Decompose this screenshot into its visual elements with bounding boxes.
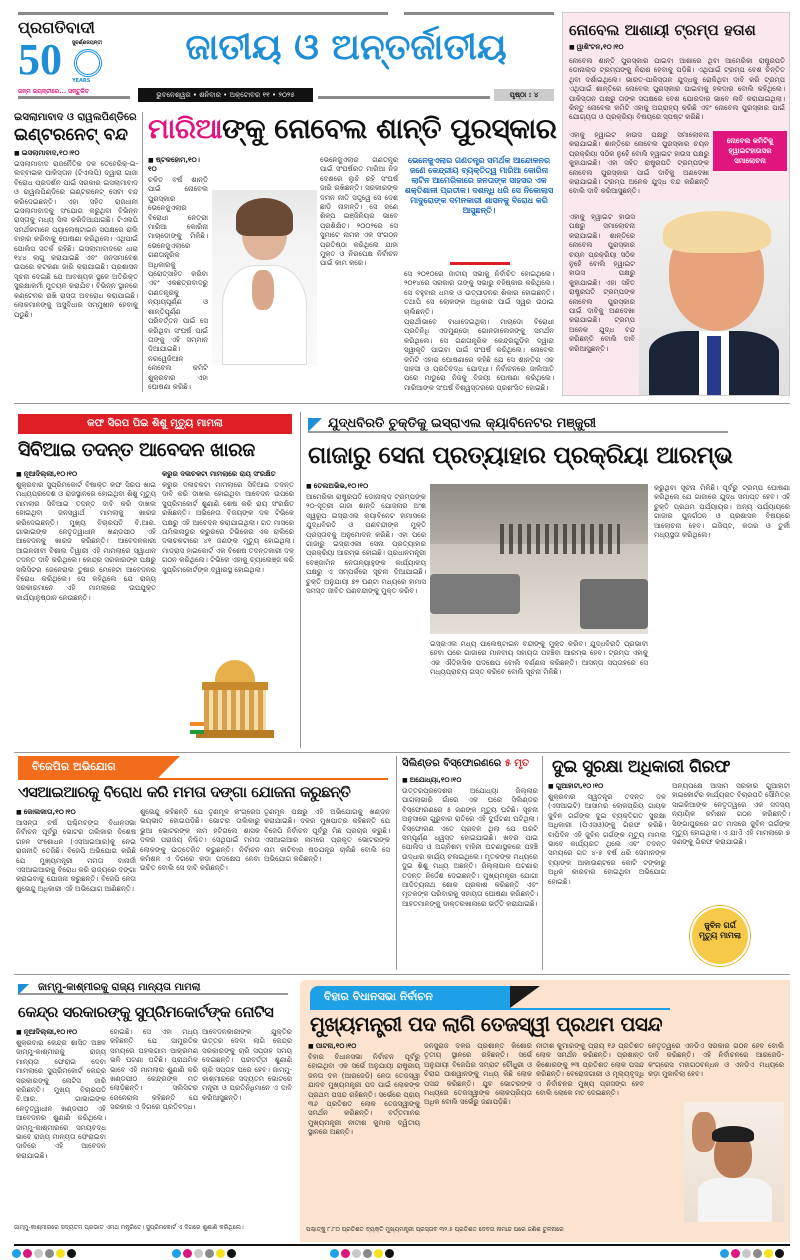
kicker-underline — [18, 778, 388, 780]
jk-body-3: ଆବେଦନକାରୀଙ୍କ ଯୁକ୍ତିର ଉତ୍ତର ଦେବା ଲାଗି କେନ୍ଦ୍ର ସରକାରଙ୍କୁ ଚାରି ସପ୍ତାହ ସମୟ ଦେଇଛନ୍ତି। ପରବର୍ତ୍ତୀ ଶୁଣାଣି ଚାରି ସପ୍ତାହ ପରେ ହେବ। ଜାମ୍ମୁ-କାଶ୍ମୀରରେ ସଦ୍ୟତମ ଭୋଟରେ ମନ୍ତ୍ରୀ ଓ ପ୍ରତିନିଧିମାନେ ଏ ଦାବି କରିଆସୁଛନ୍ତି। — [202, 1028, 292, 1102]
trump-photo — [639, 201, 789, 395]
sbi-body-1: ଆସନ୍ତା ବର୍ଷ ପଶ୍ଚିମବଙ୍ଗ ବିଧାନସଭା ନିର୍ବାଚନ ପୂର୍ବରୁ ଭୋଟର ତାଲିକାର ବିଶେଷ ଗହନ ସଂଶୋଧନ (ଏସଆଇଆର)କୁ ନେଇ ରାଜନୀତି ତେଜିଛି। ବିଜେପି ଅଭିଯୋଗ କରିଛି ଯେ ମୁଖ୍ୟମନ୍ତ୍ରୀ ମମତା ବାନାର୍ଜୀ ଏସଆଇଆରକୁ ବିରୋଧ କରି ରାଜ୍ୟରେ ଦଙ୍ଗା କରାଇବାକୁ ଯୋଜନା କରୁଛନ୍ତି। ବିଜେପି ନେତା ଶୁଭେନ୍ଦୁ ଅଧିକାରୀ ଏହି ଅଭିଯୋଗ ଆଣିଛନ୍ତି। — [16, 819, 136, 893]
gaza-col-1 — [306, 482, 426, 596]
supreme-court-illustration — [190, 660, 280, 744]
bihar-dateline: ■ ପାଟନା,୧୦।୧୦ — [308, 1042, 420, 1051]
paper-logo — [18, 18, 130, 96]
blast-dateline: ■ ଅଯୋଧ୍ୟା,୧୦।୧୦ — [402, 776, 538, 785]
cbi-col-2 — [162, 470, 294, 575]
registration-mark — [720, 1249, 784, 1258]
sbi-col-1 — [16, 808, 136, 894]
registration-dot — [720, 1249, 729, 1258]
jk-kicker — [18, 982, 288, 995]
trump-headline: ନୋବେଲ ଆଶାୟୀ ଟ୍ରମ୍ପ ହତାଶ — [569, 21, 756, 39]
bihar-body-1: ବିହାର ବିଧାନସଭା ନିର୍ବାଚନ ପୂର୍ବରୁ ହୋଇଥିବା ଏକ ସର୍ଭେ ଅନୁଯାୟୀ ରାଷ୍ଟ୍ରୀୟ ଜନତା ଦଳ (ଆରଜେଡି) ନେତା ତେଜସ୍ୱୀ ଯାଦବ ମୁଖ୍ୟମନ୍ତ୍ରୀ ପଦ ପାଇଁ ଲୋକଙ୍କ ପ୍ରଥମ ପସନ୍ଦ ରହିଛନ୍ତି। ସର୍ଭେରେ ପ୍ରାୟ ୩୬ ପ୍ରତିଶତ ଲୋକ ତେଜସ୍ୱୀଙ୍କୁ ସମର୍ଥନ କରିଛନ୍ତି। ବର୍ତ୍ତମାନର ମୁଖ୍ୟମନ୍ତ୍ରୀ ନୀତୀଶ କୁମାର ଦ୍ୱିତୀୟ ସ୍ଥାନରେ ଅଛନ୍ତି। — [308, 1053, 420, 1137]
jk-kicker-text: ଜାମ୍ମୁ-କାଶ୍ମୀରକୁ ରାଜ୍ୟ ମାନ୍ୟତା ମାମଲା — [38, 982, 201, 993]
sbi-dateline: ■ କୋଲକାତା,୧୦।୧୦ — [16, 808, 136, 817]
gaza-body-2: ଇସ୍ରାଏଲ ମଧ୍ୟ ପାଲେଷ୍ଟାଇନ ବନ୍ଦୀଙ୍କୁ ମୁକ୍ତ କରିବ। ଯୁଦ୍ଧବିରତି ପ୍ରଭାବୀ ହେବା ପରେ ଗାଜାରେ ମାନବୀୟ ସହାୟତା ପହଞ୍ଚିବା ଆରମ୍ଭ ହେବ। ଟ୍ରମ୍ପ ଏହାକୁ ଏକ ଐତିହାସିକ ପଦକ୍ଷେପ ବୋଲି ବର୍ଣ୍ଣନା କରିଛନ୍ତି। ଆସନ୍ତା ସପ୍ତାହରେ ସେ ମଧ୍ୟପ୍ରାଚ୍ୟ ଗସ୍ତ କରିବେ ବୋଲି ସୂଚନା ମିଳିଛି। — [430, 640, 648, 677]
registration-dot — [12, 1249, 21, 1258]
internet-dateline: ■ ଇସଲାମାବାଦ,୧୦।୧୦ — [14, 149, 138, 158]
nobel-col-3 — [404, 270, 554, 317]
masthead-rule-right — [404, 12, 554, 15]
trump-body-bottom: ଏହାକୁ ହ୍ୱାଇଟ ହାଉସ ପକ୍ଷରୁ ସମାଲୋଚନା କରାଯାଇଛି। ଶାନ୍ତିରେ ନୋବେଲ ପୁରସ୍କାର ଚୟନ ପ୍ରକ୍ରିୟା ସଠିକ ନୁହେଁ ବୋଲି ହ୍ୱାଇଟ ହାଉସ ପକ୍ଷରୁ କୁହାଯାଇଛି। ଏହା ସହିତ ରାଷ୍ଟ୍ରପତି ଟ୍ରମ୍ପଙ୍କ ନୋବେଲ ପୁରସ୍କାର ପାଇଁ ଦାବିକୁ ଅଣଦେଖା କରାଯାଇଛି। ଟ୍ରମ୍ପ ଅନେକ ଯୁଦ୍ଧ ବନ୍ଦ କରିଛନ୍ତି ବୋଲି ଦାବି କରିଆସୁଛନ୍ତି। — [569, 213, 635, 353]
nobel-body-4: ପ୍ରାର୍ଥୀଭାବେ ବାଧାଦେଇଥିଲା। ମାଚାଡୋ ବିରୋଧୀ ପ୍ରତିନିଧି ଏଡମୁଣ୍ଡୋ ଗୋନଜାଲେଜଙ୍କୁ ସମର୍ଥନ କରିଥିଲେ। ସେ ଗଣତାନ୍ତ୍ରିକ କେନ୍ଦ୍ରଗୁଡ଼ିକ ଦ୍ୱାରା ସ୍ୱୀକୃତି ପାଇବା ପାଇଁ ସଂଘର୍ଷ କରିଥିଲେ। ନୋବେଲ କମିଟି ଏହାର ଘୋଷଣାରେ କହିଛି ଯେ ସେ ଶାନ୍ତିର ଏକ ସାହସୀ ଓ ପ୍ରତିବଦ୍ଧ ଯୋଦ୍ଧା। ନିର୍ବାଚନରେ ଜାଲିଆତି ପରେ ମାଡୁରୋ ନିଜକୁ ବିଜୟୀ ଘୋଷଣା କରିଥିଲେ। ମାରିଆଙ୍କ ସଂଘର୍ଷ ବିଶ୍ୱସ୍ତରରେ ପ୍ରଶଂସିତ ହୋଇଛି। — [404, 318, 554, 392]
column-divider — [542, 756, 543, 970]
date-rule-left — [18, 96, 130, 99]
gaza-kicker-text: ଯୁଦ୍ଧବିରତି ଚୁକ୍ତିକୁ ଇସ୍ରାଏଲ କ୍ୟାବିନେଟର ମଞ୍ଜୁରୀ — [328, 416, 597, 431]
registration-mark — [330, 1249, 394, 1258]
sbi-body-2: ଶୁଭେନ୍ଦୁ କହିଛନ୍ତି ଯେ ତୃଣମୂଳ କଂଗ୍ରେସ ଭୟଭୀତ ହୋଇପଡ଼ିଛି। ଭୋଟର ତାଲିକାରୁ ଭୁଆ ଭୋଟରଙ୍କ ନାମ ହଟିଗଲେ ଶାସକ ଦଳର ପରାଜୟ ନିଶ୍ଚିତ। ସେଥିପାଇଁ ମମତା ଲୋକଙ୍କୁ ଉତ୍ତେଜିତ କରୁଛନ୍ତି। ନିର୍ବାଚନ କମିଶନ ଏ ଦିଗରେ କଡ଼ା ପଦକ୍ଷେପ ନେବା ଉଚିତ ବୋଲି ସେ ଦାବି କରିଛନ୍ତି। — [140, 808, 260, 873]
anniversary-number: 50 — [18, 35, 62, 84]
trump-body-top: ନୋବେଲ ଶାନ୍ତି ପୁରସ୍କାର ପାଇବା ଆଶାରେ ଥିବା ଆମେରିକା ରାଷ୍ଟ୍ରପତି ଡୋନାଲ୍ଡ ଟ୍ରମ୍ପଙ୍କୁ ନିରାଶ ହେବାକୁ ପଡ଼ିଛି। ଏଥିପାଇଁ ଟ୍ରମ୍ପ ବେଶ ଚିନ୍ତିତ ଥିବା ଦର୍ଶାଇଥିଲେ। ଭାରତ-ପାକିସ୍ତାନ ଯୁଦ୍ଧକୁ ରୋକିଥିବା ଦାବି କରି ଟ୍ରମ୍ପ ଏଥିପାଇଁ ଶାନ୍ତିରେ ନୋବେଲ ପୁରସ୍କାର ପାଇବାକୁ ହକଦାର ବୋଲି କହିଥିଲେ। ପାକିସ୍ତାନ ପକ୍ଷରୁ ତାଙ୍କ ସପକ୍ଷରେ ବେଶ ଯୋରଦାର ଭାବେ ଲବି କରାଯାଇଥିଲା। କିନ୍ତୁ ନୋବେଲ କମିଟି ଏହାକୁ ଅଗ୍ରାହ୍ୟ କରିଛି ଏବଂ ନୋବେଲ ପୁରସ୍କାର ପାଇଁ ଯୋଗ୍ୟତା ଓ ପ୍ରକ୍ରିୟା ବିଷୟରେ ସ୍ପଷ୍ଟ କରିଛି। — [569, 57, 785, 122]
blast-kicker-text: ସିଲିଣ୍ଡର ବିସ୍ଫୋରଣରେ — [402, 758, 505, 769]
date-line: ଭୁବନେଶ୍ୱର • ଶନିବାର • ଅକ୍ଟୋବର ୧୧ • ୨୦୨୫ — [138, 88, 313, 102]
footer-rule — [14, 1244, 790, 1246]
blast-kicker-number: ୫ ମୃତ — [504, 758, 530, 769]
registration-dot — [731, 1249, 740, 1258]
bihar-headline: ମୁଖ୍ୟମନ୍ତ୍ରୀ ପଦ ଲାଗି ତେଜସ୍ୱୀ ପ୍ରଥମ ପସନ୍ଦ — [310, 1012, 663, 1036]
column-divider — [396, 756, 397, 970]
registration-dot — [67, 1249, 76, 1258]
registration-dot — [216, 1249, 225, 1258]
internet-headline: ଇଣ୍ଟରନେଟ୍ ବନ୍ଦ — [14, 125, 129, 145]
registration-dot — [56, 1249, 65, 1258]
security-callout: ଜୁବିନ ଗର୍ଗ ମୃତ୍ୟୁ ମାମଲା — [690, 906, 750, 966]
column-divider — [142, 112, 143, 392]
gaza-body-3: କରୁଥିବା ସୂଚନା ମିଳିଛି। ପୂର୍ବରୁ ଟ୍ରମ୍ପ ଘୋଷଣା କରିଥିଲେ ଯେ ଗାଜାରେ ଯୁଦ୍ଧ ସମାପ୍ତ ହେବ। ଏହି ଚୁକ୍ତି ପ୍ରଥମ ପର୍ଯ୍ୟାୟର। ଅନ୍ୟ ପର୍ଯ୍ୟାୟରେ ଗାଜାର ପୁନର୍ଗଠନ ଓ ପ୍ରଶାସନ ବିଷୟରେ ଆଲୋଚନା ହେବ। ଇଜିପ୍ଟ, କତାର ଓ ତୁର୍କୀ ମଧ୍ୟସ୍ଥତା କରିଥିଲେ। — [654, 484, 790, 540]
cbi-kicker: କଫ ସିରପ ପିଇ ଶିଶୁ ମୃତ୍ୟୁ ମାମଲା — [18, 414, 292, 434]
bihar-col-3 — [536, 1042, 644, 1098]
nobel-col-2 — [320, 156, 398, 269]
jk-body-2: ହୋଇଛି। ସେ ଏହା ମଧ୍ୟ କହିଛନ୍ତି ଯେ ସାମ୍ପ୍ରତିକ ସମୟରେ ପହଲଗାମ ଆକ୍ରମଣ ଭଳି ଘଟଣା ଘଟିଛି। ପ୍ରାଥମିକ ଭାବେ ଏହି ମାମଲାର ଶୁଣାଣି କରି ଖଣ୍ଡପୀଠ କେନ୍ଦ୍ରଙ୍କ ମତ ଲୋଡ଼ିଛନ୍ତି। ସଲିସିଟର ଜେନେରାଲ କହିଛନ୍ତି ଯେ ସରକାର ଏ ଦିଗରେ ପ୍ରତିବଦ୍ଧ। — [110, 1028, 198, 1112]
nobel-col-1 — [148, 156, 208, 392]
bihar-body-3: ନୀତୀଶ କୁମାରଙ୍କୁ ପ୍ରାୟ ୧୬ ପ୍ରତିଶତ ଲୋକ ସମର୍ଥନ କରିଛନ୍ତି। ପ୍ରଶାନ୍ତ କିଶୋରଙ୍କୁ ୨୩ ପ୍ରତିଶତ ଲୋକ ପସନ୍ଦ କରିଛନ୍ତି। ବେରୋଜଗାରୀ ଓ ମୂଲ୍ୟବୃଦ୍ଧି ଏ ନିର୍ବାଚନର ମୁଖ୍ୟ ପ୍ରସଙ୍ଗ ହେବ ବୋଲି ଲୋକେ ମତ ଦେଇଛନ୍ତି। — [536, 1042, 644, 1098]
bihar-story-box — [300, 980, 790, 1242]
story-internet — [14, 112, 138, 320]
nobel-body-2: ଭେନେଜୁଏଲାର ଗଣତନ୍ତ୍ର ପାଇଁ ସଂଘର୍ଷରତ ମାରିଆ ନିଜ ଦେଶରେ ଲୁଚି ରହି ସଂଘର୍ଷ ଜାରି ରଖିଛନ୍ତି। ସରକାରଙ୍କ ଦମନ ନୀତି ସତ୍ତ୍ୱେ ସେ ଦେଶ ଛାଡ଼ି ନାହାନ୍ତି। ସେ ଜଣେ ଶିଳ୍ପ ଇଞ୍ଜିନିୟର ଭାବେ ପ୍ରଶିକ୍ଷିତ। ୨୦୦୨ରେ ସେ ସୁମାଟେ ନାମକ ଏକ ସଂଗଠନ ପ୍ରତିଷ୍ଠା କରିଥିଲେ ଯାହା ମୁକ୍ତ ଓ ନିରପେକ୍ଷ ନିର୍ବାଚନ ପାଇଁ କାମ କରେ। — [320, 156, 398, 268]
section-divider — [14, 403, 790, 404]
gaza-col-2 — [430, 640, 648, 678]
registration-dot — [45, 1249, 54, 1258]
nobel-headline — [148, 112, 557, 145]
maria-photo — [212, 190, 317, 365]
emblem-icon — [74, 49, 102, 77]
sbi-col-3 — [264, 808, 390, 864]
internet-body: ଇସଲାମାବାଦ ରାଜନୈତିକ ଦଳ ତେହେରିକ୍-ଇ-ଲବ୍ବାଇକ ପାକିସ୍ତାନ (ଟିଏଲପି) ଦ୍ୱାରା ଗାଜା ବିରୋଧ ପ୍ରଦର୍ଶନ ପାଇଁ ସରକାର ଇସଲାମାବାଦ ଓ ରାୱଲପିଣ୍ଡିରେ ଇଣ୍ଟରନେଟ୍ ସେବା ବନ୍ଦ କରିଦେଇଛନ୍ତି। ଏହା ସହିତ ରାଜଧାନୀ ଇସଲାମାବାଦକୁ ସଂଯୋଗ କରୁଥିବା ବିଭିନ୍ନ ରାସ୍ତାକୁ ମଧ୍ୟ ସିଲ କରିଦିଆଯାଇଛି। ଟିଏଲପି ସମର୍ଥକମାନେ ପ୍ୟାଲେଷ୍ଟାଇନ ସପକ୍ଷରେ ରାଲି ବାହାର କରିବାକୁ ଘୋଷଣା କରିଥିଲେ। ଏଥିପାଇଁ ପୋଲିସ ସତର୍କ ରହିଛି। ଇସଲାମାବାଦରେ ଧାରା ୧୪୪ ଲାଗୁ କରାଯାଇଛି ଏବଂ ଜନସମାବେଶ ଉପରେ କଟକଣା ଜାରି କରାଯାଇଛି। ପ୍ରଶାସନ ସୂଚନା ଦେଇଛି ଯେ ଆବଶ୍ୟକ ସ୍ଥଳେ ଅତିରିକ୍ତ ସୁରକ୍ଷାକର୍ମୀ ମୁତୟନ କରାଯିବ। ବିଭିନ୍ନ ସ୍ଥାନରେ କଣ୍ଟେନର ରଖି ରାସ୍ତା ଅବରୋଧ କରାଯାଇଛି। ଲୋକମାନଙ୍କୁ ଅସୁବିଧାର ସମ୍ମୁଖୀନ ହେବାକୁ ପଡୁଛି। — [14, 160, 138, 319]
gaza-kicker — [308, 416, 728, 433]
registration-dot — [194, 1249, 203, 1258]
sbi-body-3: ତୃଣମୂଳ ପକ୍ଷରୁ ଏହି ଅଭିଯୋଗକୁ ଖଣ୍ଡନ କରାଯାଇଛି। ଦଳର ମୁଖପାତ୍ର କହିଛନ୍ତି ଯେ ବିଜେପି ନିର୍ବାଚନ ପୂର୍ବରୁ ମିଛ ପ୍ରଚାର କରୁଛି। ଏସଆଇଆର ନାମରେ ପ୍ରକୃତ ଭୋଟରଙ୍କ ନାମ କାଟିବାର ଷଡ଼ଯନ୍ତ୍ର ଚାଲିଛି ବୋଲି ସେ ଅଭିଯୋଗ କରିଛନ୍ତି। — [264, 808, 390, 864]
nobel-body-3: ସେ ୨୦୧୦ରେ ଜାତୀୟ ସଭାକୁ ନିର୍ବାଚିତ ହୋଇଥିଲେ। ୨୦୧୪ରେ ସରକାର ତାଙ୍କୁ ସଭାରୁ ବହିଷ୍କାର କରିଥିଲେ। ସେ ବହୁବାର ଧମକ ଓ ଉତ୍ପୀଡ଼ନର ଶିକାର ହୋଇଛନ୍ତି। ତଥାପି ସେ ଲୋକଙ୍କ ଅଧିକାର ପାଇଁ ସ୍ୱର ଉଠାଇ ଚାଲିଛନ୍ତି। — [404, 270, 554, 316]
registration-dot — [385, 1249, 394, 1258]
security-headline: ଦୁଇ ସୁରକ୍ଷା ଅଧିକାରୀ ଗିରଫ — [552, 757, 730, 777]
tagline: ଜନ୍ମ ଜୟନ୍ତୀରେ... ସନ୍ତୁଳିତ — [18, 88, 90, 95]
cbi-headline: ସିବିଆଇ ତଦନ୍ତ ଆବେଦନ ଖାରଜ — [18, 439, 255, 461]
registration-dot — [753, 1249, 762, 1258]
trump-body-mid: ଏହାକୁ ହ୍ୱାଇଟ ହାଉସ ପକ୍ଷରୁ ସମାଲୋଚନା କରାଯାଇଛି। ଶାନ୍ତିରେ ନୋବେଲ ପୁରସ୍କାର ଚୟନ ପ୍ରକ୍ରିୟା ସଠିକ ନୁହେଁ ବୋଲି ହ୍ୱାଇଟ ହାଉସ ପକ୍ଷରୁ କୁହାଯାଇଛି। ଏହା ସହିତ ରାଷ୍ଟ୍ରପତି ଟ୍ରମ୍ପଙ୍କ ନୋବେଲ ପୁରସ୍କାର ପାଇଁ ଦାବିକୁ ଅଣଦେଖା କରାଯାଇଛି। ଟ୍ରମ୍ପ ଅନେକ ଯୁଦ୍ଧ ବନ୍ଦ କରିଛନ୍ତି ବୋଲି ଦାବି କରିଆସୁଛନ୍ତି। — [569, 131, 709, 196]
gaza-body-1: ଆମେରିକା ରାଷ୍ଟ୍ରପତି ଡୋନାଲ୍ଡ ଟ୍ରମ୍ପଙ୍କ ୨୦-ସୂତ୍ରୀ ଗାଜା ଶାନ୍ତି ଯୋଜନାର ଅଂଶ ସ୍ୱରୂପ ଇସ୍ରାଏଲ କ୍ୟାବିନେଟ ହାମାସରେ ଯୁଦ୍ଧବିରତି ଓ ପଣବନ୍ଦୀଙ୍କ ମୁକ୍ତି ପ୍ରସ୍ତାବକୁ ଅନୁମୋଦନ କରିଛି। ଏହା ପରେ ଗାଜାରୁ ଇସ୍ରାଏଲୀ ସେନା ପ୍ରତ୍ୟାହାର ପ୍ରକ୍ରିୟା ଆରମ୍ଭ ହୋଇଛି। ପ୍ରଧାନମନ୍ତ୍ରୀ ବେଞ୍ଜାମିନ ନେତାନ୍ୟାହୁଙ୍କ କାର୍ଯ୍ୟାଳୟ ପକ୍ଷରୁ ଏ ସମ୍ପର୍କରେ ସୂଚନା ଦିଆଯାଇଛି। ଚୁକ୍ତି ଅନୁଯାୟୀ ୭୨ ଘଣ୍ଟା ମଧ୍ୟରେ ହାମାସ ସମସ୍ତ ଜୀବିତ ପଣବନ୍ଦୀଙ୍କୁ ମୁକ୍ତ କରିବ। — [306, 493, 426, 596]
registration-dot — [183, 1249, 192, 1258]
kicker-tab-corner — [158, 756, 180, 778]
registration-dot — [227, 1249, 236, 1258]
triangle-icon — [18, 984, 29, 995]
registration-dot — [205, 1249, 214, 1258]
security-body-2: ଅନ୍ୟପକ୍ଷେ ଆସାମ ସରକାର ଗୁଆହାଟୀ ହାଇକୋର୍ଟର କାର୍ଯ୍ୟରତ ବିଚାରପତି ସୌମିତ୍ର ସାଇକିଆଙ୍କ ନେତୃତ୍ୱରେ ଏକ ସଦସ୍ୟ ନ୍ୟାୟିକ କମିଶନ ଗଠନ କରିଛନ୍ତି। ସିଙ୍ଗାପୁରରେ ଗତ ମାସରେ ଜୁବିନ ଗର୍ଗଙ୍କ ମୃତ୍ୟୁ ହୋଇଥିଲା। ଏ ଯାଏଁ ଏହି ମାମଲାରେ ୭ ଜଣଙ୍କୁ ଗିରଫ କରାଯାଇଛି। — [672, 782, 791, 847]
registration-dot — [742, 1249, 751, 1258]
internet-kicker: ଇସଲାମାବାଦ ଓ ରାୱଲପିଣ୍ଡିରେ — [14, 112, 137, 123]
blast-body: ଉତ୍ତରପ୍ରଦେଶର ଅଯୋଧ୍ୟା ଜିଲ୍ଲାର ପାଗଲାଭାରି ଗାଁରେ ଏକ ଘରେ ସିଲିଣ୍ଡର ବିସ୍ଫୋରଣରେ ୫ ଜଣଙ୍କ ମୃତ୍ୟୁ ଘଟିଛି। ସୂଚନା ଅନୁସାରେ ଗୁରୁବାର ରାତିରେ ଏହି ଦୁର୍ଘଟଣା ଘଟିଥିଲା। ବିସ୍ଫୋରଣ ଏତେ ପ୍ରବଳ ଥିଲା ଯେ ଘରଟି ସମ୍ପୂର୍ଣ୍ଣ ଧ୍ୱସ୍ତ ହୋଇଯାଇଛି। ଖବର ପାଇ ପୋଲିସ ଓ ଅଗ୍ନିଶମ ବାହିନୀ ଘଟଣାସ୍ଥଳରେ ପହଞ୍ଚି ଉଦ୍ଧାର କାର୍ଯ୍ୟ ଚଳାଇଥିଲେ। ମୃତକଙ୍କ ମଧ୍ୟରେ ଦୁଇ ଶିଶୁ ମଧ୍ୟ ଅଛନ୍ତି। ଜିଲ୍ଲାପାଳ ଘଟଣାର ତଦନ୍ତ ନିର୍ଦ୍ଦେଶ ଦେଇଛନ୍ତି। ମୁଖ୍ୟମନ୍ତ୍ରୀ ଯୋଗୀ ଆଦିତ୍ୟନାଥ ଶୋକ ପ୍ରକାଶ କରିଛନ୍ତି ଏବଂ ମୃତକଙ୍କ ପରିବାରକୁ ସହାୟତା ଘୋଷଣା କରିଛନ୍ତି। ଆହତମାନଙ୍କୁ ଡାକ୍ତରଖାନାରେ ଭର୍ତ୍ତି କରାଯାଇଛି। — [402, 787, 538, 908]
section-divider — [14, 752, 790, 753]
bihar-body-2: ଜନସୁରାଜ ଦଳର ପ୍ରଶାନ୍ତ କିଶୋର ତୃତୀୟ ସ୍ଥାନରେ ରହିଛନ୍ତି। ସର୍ଭେ ଅନୁଯାୟୀ ବିଜେପିର ସମ୍ରାଟ ଚୌଧୁରୀ ଓ ଚିରାଗ ପାଶୱାନଙ୍କୁ ମଧ୍ୟ କିଛି ଲୋକ ପସନ୍ଦ କରିଛନ୍ତି। ଯୁବ ଭୋଟରଙ୍କ ମଧ୍ୟରେ ତେଜସ୍ୱୀଙ୍କ ଲୋକପ୍ରିୟତା ଅଧିକ ବୋଲି ସର୍ଭେରୁ ଜଣାପଡ଼ିଛି। — [424, 1042, 532, 1107]
gaza-col-3 — [654, 484, 790, 540]
cbi-dateline: ■ ନୂଆଦିଲ୍ଲୀ,୧୦।୧୦ — [16, 470, 156, 479]
gaza-headline: ଗାଜାରୁ ସେନା ପ୍ରତ୍ୟାହାର ପ୍ରକ୍ରିୟା ଆରମ୍ଭ — [308, 441, 733, 469]
cbi-col-1 — [16, 470, 156, 603]
nobel-dateline: ■ ଷ୍ଟକହୋମ,୧୦।୧୦ — [148, 156, 208, 174]
cbi-sub-kicker: କରୁର ଦଳାଚକଟା ମାମଲାରେ ରାୟ ସଂରକ୍ଷିତ — [162, 470, 276, 478]
gaza-photo — [430, 484, 648, 634]
tejashwi-photo — [684, 1102, 784, 1222]
bihar-body-4: ନେତୃତ୍ୱରେ ଏନଡିଏ ସରକାର ଗଠନ ହେବ ବୋଲି ଦାବି କରିଛନ୍ତି। ଏହି ନିର୍ବାଚନରେ ଆରଜେଡି-କଂଗ୍ରେସ ମହାଗଠବନ୍ଧନ ଓ ଏନଡିଏ ମଧ୍ୟରେ କଡ଼ା ମୁକାବିଲା ହେବ। — [648, 1042, 784, 1079]
jk-col-1 — [16, 1028, 106, 1161]
kicker-tab-corner — [510, 986, 540, 1008]
masthead-rule-left — [18, 12, 388, 15]
nobel-headline-highlight: ମାରିଆ — [148, 112, 223, 145]
blast-kicker — [402, 758, 540, 769]
sbi-headline: ଏସଆଇଆରକୁ ବିରୋଧ କରି ମମତା ଦଙ୍ଗା ଯୋଜନା କରୁଛନ୍ତି — [18, 783, 351, 801]
trump-dateline: ■ ୱାଶିଂଟନ,୧୦।୧୦ — [563, 43, 789, 52]
registration-mark — [12, 1249, 76, 1258]
section-title: ଜାତୀୟ ଓ ଅନ୍ତର୍ଜାତୀୟ — [185, 27, 507, 68]
bihar-col-2 — [424, 1042, 532, 1108]
cbi-body-1: ଶୁକ୍ରବାର ସୁପ୍ରିମକୋର୍ଟ ବିଷାକ୍ତ କଫ ସିରପ ଖାଇ ମଧ୍ୟପ୍ରଦେଶ ଓ ରାଜସ୍ଥାନରେ ହୋଇଥିବା ଶିଶୁ ମୃତ୍ୟୁ ମାମଲାର ସିବିଆଇ ତଦନ୍ତ ଦାବି କରି ଦାଖଲ ହୋଇଥିବା ଜନସ୍ୱାର୍ଥ ମାମଲାକୁ ଖାରଜ କରିଦେଇଛନ୍ତି। ମୁଖ୍ୟ ବିଚାରପତି ବି.ଆର. ଗାଭାଇଙ୍କ ନେତୃତ୍ୱାଧୀନ ଖଣ୍ଡପୀଠ ଏହି ଆବେଦନକୁ ଖାରଜ କରିଛନ୍ତି। ଆବେଦନକାରୀ ଆଇନଜୀବୀ ବିଶାଲ ତିୱାରୀ ଏହି ମାମଲାରେ ସ୍ୱାଧୀନ ତଦନ୍ତ ଦାବି କରିଥିଲେ। କେନ୍ଦ୍ର ସରକାରଙ୍କ ପକ୍ଷରୁ ସଲିସିଟର ଜେନେରାଲ ତୁଷାର ମେହେଟା ଆବେଦନର ବିରୋଧ କରିଥିଲେ। ସେ କହିଥିଲେ ଯେ ରାଜ୍ୟ ସରକାରମାନେ ଏହି ମାମଲାରେ ଉପଯୁକ୍ତ କାର୍ଯ୍ୟାନୁଷ୍ଠାନ ନେଉଛନ୍ତି। — [16, 481, 156, 602]
registration-dot — [341, 1249, 350, 1258]
column-divider — [300, 412, 301, 748]
registration-mark — [172, 1249, 236, 1258]
page-number: ପୃଷ୍ଠା : ୪ — [494, 89, 554, 101]
sbi-col-2 — [140, 808, 260, 874]
registration-dot — [23, 1249, 32, 1258]
date-rule-right — [318, 96, 490, 99]
registration-dot — [34, 1249, 43, 1258]
jk-body-1: ଶୁକ୍ରବାର କେନ୍ଦ୍ର ଶାସିତ ଅଞ୍ଚଳ ଜାମ୍ମୁ-କାଶ୍ମୀରକୁ ରାଜ୍ୟ ମାନ୍ୟତା ଫେରାଇ ଦେବା ମାମଲାରେ ସୁପ୍ରିମକୋର୍ଟ କେନ୍ଦ୍ର ସରକାରଙ୍କୁ ନୋଟିସ ଜାରି କରିଛନ୍ତି। ମୁଖ୍ୟ ବିଚାରପତି ବି.ଆର. ଗାଭାଇଙ୍କ ନେତୃତ୍ୱାଧୀନ ଖଣ୍ଡପୀଠ ଏହି ଆବେଦନର ଶୁଣାଣି କରିଥିଲେ। ଜାମ୍ମୁ-କାଶ୍ମୀରରେ ସମୟବଦ୍ଧ ଭାବେ ରାଜ୍ୟ ମାନ୍ୟତା ଫେରାଇବା ଦାବିରେ ଏହି ଆବେଦନ କରାଯାଇଛି। — [16, 1039, 106, 1160]
registration-dot — [172, 1249, 181, 1258]
kicker-underline — [310, 1008, 670, 1010]
registration-dot — [764, 1249, 773, 1258]
years-label: YEARS — [72, 78, 91, 84]
trump-callout: ନୋବେଲ କମିଟିକୁ ହ୍ୱାଇଟହାଉସର ସମାଲୋଚନା — [713, 131, 787, 171]
jk-footer-line: ଜାମ୍ମୁ-କାଶ୍ମୀରରେ ସଦ୍ୟତମ ପ୍ରଭାତ ଏମଥ ମନ୍ତ୍ରିତେ। ସୁପ୍ରିମକୋର୍ଟ ଏ ଦିଗରେ ଶୁଣାଣି କରିଥିଲେ। — [14, 1224, 244, 1231]
nobel-headline-rest: ଙ୍କୁ ନୋବେଲ ଶାନ୍ତି ପୁରସ୍କାର — [222, 112, 557, 145]
security-col-2 — [672, 782, 790, 848]
jk-dateline: ■ ନୂଆଦିଲ୍ଲୀ,୧୦।୧୦ — [16, 1028, 106, 1037]
triangle-icon — [308, 418, 322, 432]
security-body-1: ଶୁକ୍ରବାର ସ୍ୱତନ୍ତ୍ର ତଦନ୍ତ ଦଳ (ଏସଆଇଟି) ଆସାମର ଲୋକପ୍ରିୟ ଗାୟକ ଜୁବିନ ଗର୍ଗଙ୍କ ଦୁଇ ବ୍ୟକ୍ତିଗତ ସୁରକ୍ଷା ଅଧିକାରୀ (ପିଏସଓ)ଙ୍କୁ ଗିରଫ କରିଛି। ବାପିଦିନ ଏହି ଜୁବିନ ଗର୍ଗଙ୍କ ମୃତ୍ୟୁ ମାମଲା ଭାବେ କାର୍ଯ୍ୟରତ ଥିଲେ ଏବଂ ତଦନ୍ତ ସମୟରେ ଗତ ୪-୫ ବର୍ଷ ଧରି ସେମାନଙ୍କ ବ୍ୟାଙ୍କ ଆକାଉଣ୍ଟରେ କୋଟି ଟଙ୍କାରୁ ଅଧିକ କାରବାର ହୋଇଥିବା ଅଭିଯୋଗ ହୋଇଛି। — [548, 793, 666, 886]
gaza-dateline: ■ ତେଲଅଭିଭ,୧୦।୧୦ — [306, 482, 426, 491]
nobel-col-4 — [404, 318, 554, 393]
registration-dot — [330, 1249, 339, 1258]
registration-dot — [775, 1249, 784, 1258]
sbi-kicker: ବିଜେପିର ଅଭିଯୋଗ — [18, 756, 158, 778]
bihar-kicker: ବିହାର ବିଧାନସଭା ନିର୍ବାଚନ — [310, 986, 510, 1008]
registration-dot — [374, 1249, 383, 1258]
registration-dot — [363, 1249, 372, 1258]
security-dateline: ■ ଗୁଆହାଟୀ,୧୦।୧୦ — [548, 782, 666, 791]
bihar-footer-line: ପଶ୍ଚାତ୍କୁ ୮.୮୦ ପ୍ରତିଶତ ବ୍ୟକ୍ତି ମୁଖ୍ୟମନ୍ତ୍ରୀ ପ୍ରସ୍ତାବ ୩୨.୫ ପ୍ରତିଶତ ଦେବତା ନାମାନ୍ଦ ପରେ ଜଣିଶ ତୁଳନାରେ — [306, 1226, 564, 1233]
blast-col — [402, 776, 538, 909]
bihar-col-1 — [308, 1042, 420, 1138]
jk-headline: କେନ୍ଦ୍ର ସରକାରଙ୍କୁ ସୁପ୍ରିମକୋର୍ଟଙ୍କ ନୋଟିସ — [18, 1003, 274, 1021]
security-col-1 — [548, 782, 666, 887]
section-divider — [14, 974, 790, 975]
pull-quote-rule — [450, 262, 510, 265]
nobel-pull-quote: ଭେନେଜୁଏଲାର ଗଣତନ୍ତ୍ର ସମର୍ଥକ ଆନ୍ଦୋଳନର ଜଣେ କେନ୍ଦ୍ରୀୟ ବ୍ୟକ୍ତିତ୍ୱ ମାରିଆ କୋରିନା ଲାଟିନ ଆମେରିକାରେ ଜନତାଙ୍କ ସାହସର ଏକ ଶକ୍ତିଶାଳୀ ପ୍ରତୀକ। ଦଶନ୍ଧି ଧରି ସେ ନିକୋଲାସ ମାଦୁରୋଙ୍କ ଦମନକାରୀ ଶାସନକୁ ବିରୋଧ କରି ଆସୁଛନ୍ତି। — [404, 156, 554, 215]
anniversary-label: ସୁବର୍ଣ୍ଣଜୟନ୍ତୀ — [72, 40, 102, 46]
paper-name: ପ୍ରଗତିବାଦୀ — [18, 18, 95, 37]
bihar-col-4 — [648, 1042, 784, 1080]
cbi-body-2: କରୁର ଦଳାଚକଟା ମାମଲାରେ ସିବିଆଇ ତଦନ୍ତ ଦାବି କରି ଦାଖଲ ହୋଇଥିବା ଆବେଦନ ଉପରେ ସୁପ୍ରିମକୋର୍ଟ ଶୁଣାଣି ଶେଷ କରି ରାୟ ସଂରକ୍ଷିତ ରଖିଛନ୍ତି। ଅଭିନେତା ବିଜୟଙ୍କ ଦଳ ଟିଭିକେ ପକ୍ଷରୁ ଏହି ଆବେଦନ କରାଯାଇଥିଲା। ଗତ ମାସରେ ତାମିଲନାଡୁର କରୁରରେ ଟିଭିକେର ଏକ ରାଲିରେ ଦଳାଚକଟାରେ ୪୧ ଜଣଙ୍କ ମୃତ୍ୟୁ ହୋଇଥିଲା। ମାଡ୍ରାସ ହାଇକୋର୍ଟ ଏକ ବିଶେଷ ତଦନ୍ତକାରୀ ଦଳ ଗଠନ କରିଥିଲେ। ଟିଭିକେ ଏହାକୁ ଚ୍ୟାଲେଞ୍ଜ କରି ସୁପ୍ରିମକୋର୍ଟଙ୍କ ଦ୍ୱାରସ୍ଥ ହୋଇଥିଲା। — [162, 481, 294, 574]
jk-col-3 — [202, 1028, 292, 1103]
jk-col-2 — [110, 1028, 198, 1113]
trump-story-box — [562, 12, 790, 396]
nobel-body-1: ଚଳିତ ବର୍ଷ ଶାନ୍ତି ପାଇଁ ନୋବେଲ ପୁରସ୍କାର ଭେନେଜୁଏଲାର ବିରୋଧୀ ନେତ୍ରୀ ମାରିଆ କୋରିନା ମାଚାଡୋଙ୍କୁ ମିଳିଛି। ଭେନେଜୁଏଲାରେ ଗଣତାନ୍ତ୍ରିକ ଅଧିକାରକୁ ପ୍ରୋତ୍ସାହିତ କରିବା ଏବଂ ଏକଛତ୍ରବାଦରୁ ଗଣତନ୍ତ୍ରକୁ ନ୍ୟାୟପୂର୍ଣ୍ଣ ଓ ଶାନ୍ତିପୂର୍ଣ୍ଣ ପରିବର୍ତ୍ତନ ପାଇଁ ସେ କରିଥିବା ସଂଘର୍ଷ ପାଇଁ ତାଙ୍କୁ ଏହି ସମ୍ମାନ ଦିଆଯାଇଛି। ନରୱେଜିଆନ ନୋବେଲ କମିଟି ଶୁକ୍ରବାର ଏହା ଘୋଷଣା କରିଛି। — [148, 176, 208, 391]
registration-dot — [352, 1249, 361, 1258]
